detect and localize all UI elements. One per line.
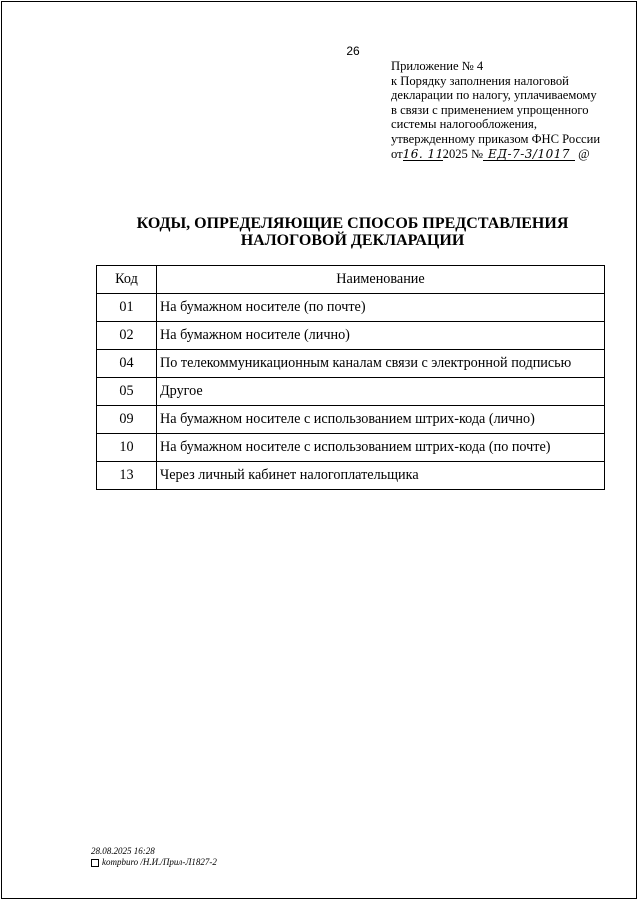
appendix-line: декларации по налогу, уплачиваемому bbox=[391, 88, 597, 103]
row-code: 09 bbox=[97, 406, 157, 434]
handwritten-date: 16. 11. bbox=[402, 146, 449, 161]
appendix-line: утвержденному приказом ФНС России bbox=[391, 131, 601, 146]
approval-line bbox=[391, 147, 616, 162]
row-name: Через личный кабинет налогоплательщика bbox=[157, 462, 605, 490]
checkbox-icon bbox=[91, 859, 99, 867]
footer-path: kompburo /Н.И./Прил-Л1827-2 bbox=[102, 857, 217, 867]
table-row bbox=[97, 350, 605, 378]
row-code: 01 bbox=[97, 294, 157, 322]
appendix-line: в связи с применением упрощенного bbox=[391, 102, 589, 117]
table-header-row bbox=[97, 266, 605, 294]
approval-suffix: @ bbox=[578, 146, 590, 161]
row-name: На бумажном носителе с использованием штрих-кода (по почте) bbox=[157, 434, 605, 462]
table-row bbox=[97, 462, 605, 490]
approval-prefix: от bbox=[391, 146, 403, 161]
row-name: По телекоммуникационным каналам связи с электронной подписью bbox=[157, 350, 605, 378]
row-name: На бумажном носителе с использованием штрих-кода (лично) bbox=[157, 406, 605, 434]
appendix-line: к Порядку заполнения налоговой bbox=[391, 73, 569, 88]
table-row bbox=[97, 434, 605, 462]
header-name: Наименование bbox=[157, 266, 605, 294]
handwritten-order-number: ЕД-7-3/1017 bbox=[483, 148, 575, 161]
title-line: КОДЫ, ОПРЕДЕЛЯЮЩИЕ СПОСОБ ПРЕДСТАВЛЕНИЯ bbox=[136, 215, 569, 232]
table-row bbox=[97, 294, 605, 322]
document-title bbox=[60, 215, 640, 249]
row-name: На бумажном носителе (по почте) bbox=[157, 294, 605, 322]
table-row bbox=[97, 406, 605, 434]
row-name: Другое bbox=[157, 378, 605, 406]
appendix-header bbox=[391, 59, 616, 161]
row-code: 13 bbox=[97, 462, 157, 490]
page-number: 26 bbox=[346, 44, 360, 58]
footer-path-line bbox=[91, 857, 217, 868]
row-name: На бумажном носителе (лично) bbox=[157, 322, 605, 350]
row-code: 04 bbox=[97, 350, 157, 378]
appendix-line: Приложение № 4 bbox=[391, 59, 484, 73]
row-code: 10 bbox=[97, 434, 157, 462]
header-code: Код bbox=[97, 266, 157, 294]
row-code: 02 bbox=[97, 322, 157, 350]
table-row bbox=[97, 378, 605, 406]
appendix-line: системы налогообложения, bbox=[391, 117, 537, 132]
table-row bbox=[97, 322, 605, 350]
title-line: НАЛОГОВОЙ ДЕКЛАРАЦИИ bbox=[240, 232, 465, 249]
approval-year: 2025 № bbox=[442, 146, 483, 161]
row-code: 05 bbox=[97, 378, 157, 406]
footer-metadata bbox=[91, 846, 217, 868]
footer-timestamp: 28.08.2025 16:28 bbox=[91, 846, 155, 856]
codes-table bbox=[96, 265, 605, 490]
